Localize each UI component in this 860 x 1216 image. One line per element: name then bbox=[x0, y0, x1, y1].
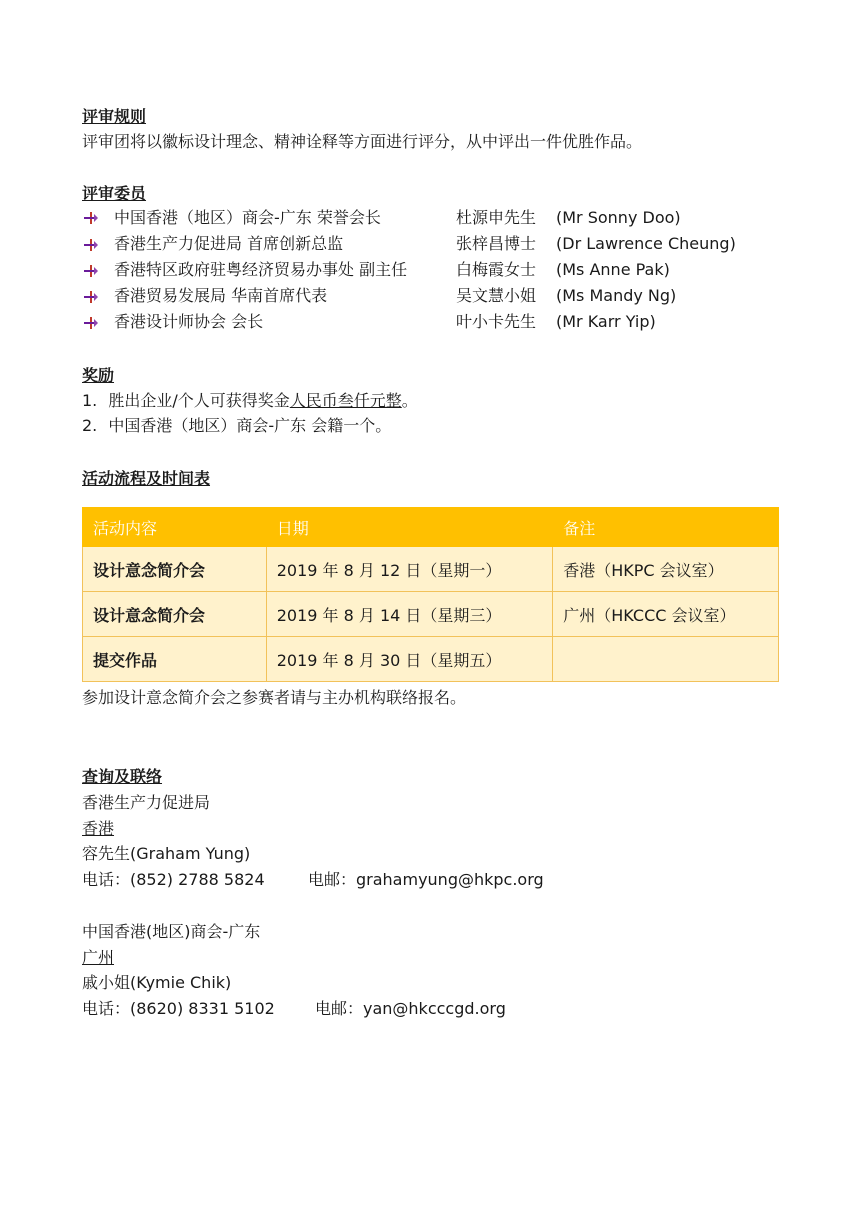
award-number: 2. bbox=[82, 416, 98, 435]
contact-gz-city: 广州 bbox=[82, 948, 115, 967]
schedule-table bbox=[82, 507, 779, 682]
awards-heading: 奖励 bbox=[82, 366, 115, 385]
contact-gz-org: 中国香港(地区)商会-广东 bbox=[82, 922, 261, 941]
arrow-bullet-icon bbox=[84, 238, 98, 252]
judge-english-name: (Mr Sonny Doo) bbox=[556, 208, 681, 227]
judge-org: 中国香港（地区）商会-广东 荣誉会长 bbox=[114, 208, 381, 227]
cell-activity: 设计意念简介会 bbox=[83, 547, 267, 592]
award-text: 中国香港（地区）商会-广东 会籍一个。 bbox=[108, 416, 392, 435]
contact-gz-phone: 电话：(8620) 8331 5102 bbox=[82, 999, 275, 1018]
schedule-heading: 活动流程及时间表 bbox=[82, 469, 211, 488]
judge-english-name: (Dr Lawrence Cheung) bbox=[556, 234, 736, 253]
judge-name: 吴文慧小姐 bbox=[456, 286, 537, 305]
rules-heading: 评审规则 bbox=[82, 107, 147, 126]
judges-heading: 评审委员 bbox=[82, 184, 147, 203]
column-header-activity: 活动内容 bbox=[83, 508, 267, 547]
table-row bbox=[83, 637, 779, 682]
cell-date: 2019 年 8 月 12 日（星期一） bbox=[266, 547, 553, 592]
contact-gz-person: 戚小姐(Kymie Chik) bbox=[82, 973, 232, 992]
contact-heading: 查询及联络 bbox=[82, 767, 163, 786]
judge-org: 香港贸易发展局 华南首席代表 bbox=[114, 286, 328, 305]
award-number: 1. bbox=[82, 391, 98, 410]
cell-activity: 提交作品 bbox=[83, 637, 267, 682]
award-item-2 bbox=[82, 415, 391, 437]
arrow-bullet-icon bbox=[84, 264, 98, 278]
judge-english-name: (Ms Anne Pak) bbox=[556, 260, 670, 279]
judge-english-name: (Mr Karr Yip) bbox=[556, 312, 656, 331]
arrow-bullet-icon bbox=[84, 211, 98, 225]
contact-hk-city: 香港 bbox=[82, 819, 115, 838]
award-text: 胜出企业/个人可获得奖金 bbox=[108, 391, 290, 410]
contact-hk-person: 容先生(Graham Yung) bbox=[82, 844, 251, 863]
cell-activity: 设计意念简介会 bbox=[83, 592, 267, 637]
schedule-footnote: 参加设计意念简介会之参赛者请与主办机构联络报名。 bbox=[82, 688, 467, 707]
judge-name: 叶小卡先生 bbox=[456, 312, 537, 331]
contact-gz-email[interactable]: 电邮：yan@hkcccgd.org bbox=[315, 999, 506, 1018]
contact-hk-phone: 电话：(852) 2788 5824 bbox=[82, 870, 265, 889]
arrow-bullet-icon bbox=[84, 316, 98, 330]
judge-name: 白梅霞女士 bbox=[456, 260, 537, 279]
arrow-bullet-icon bbox=[84, 290, 98, 304]
table-row bbox=[83, 592, 779, 637]
award-amount: 人民币叁仟元整 bbox=[289, 391, 402, 410]
award-text-end: 。 bbox=[401, 391, 418, 410]
table-row bbox=[83, 547, 779, 592]
rules-text: 评审团将以徽标设计理念、精神诠释等方面进行评分，从中评出一件优胜作品。 bbox=[82, 132, 643, 151]
judge-english-name: (Ms Mandy Ng) bbox=[556, 286, 677, 305]
column-header-note: 备注 bbox=[553, 508, 779, 547]
table-header-row bbox=[83, 508, 779, 547]
judge-name: 张梓昌博士 bbox=[456, 234, 537, 253]
cell-note: 香港（HKPC 会议室） bbox=[553, 547, 779, 592]
contact-hk-email[interactable]: 电邮：grahamyung@hkpc.org bbox=[308, 870, 544, 889]
contact-hk-org: 香港生产力促进局 bbox=[82, 793, 211, 812]
cell-note: 广州（HKCCC 会议室） bbox=[553, 592, 779, 637]
judge-org: 香港特区政府驻粤经济贸易办事处 副主任 bbox=[114, 260, 408, 279]
cell-date: 2019 年 8 月 30 日（星期五） bbox=[266, 637, 553, 682]
award-item-1 bbox=[82, 390, 418, 412]
column-header-date: 日期 bbox=[266, 508, 553, 547]
cell-note bbox=[553, 637, 779, 682]
judge-org: 香港设计师协会 会长 bbox=[114, 312, 264, 331]
judge-org: 香港生产力促进局 首席创新总监 bbox=[114, 234, 344, 253]
cell-date: 2019 年 8 月 14 日（星期三） bbox=[266, 592, 553, 637]
judge-name: 杜源申先生 bbox=[456, 208, 537, 227]
